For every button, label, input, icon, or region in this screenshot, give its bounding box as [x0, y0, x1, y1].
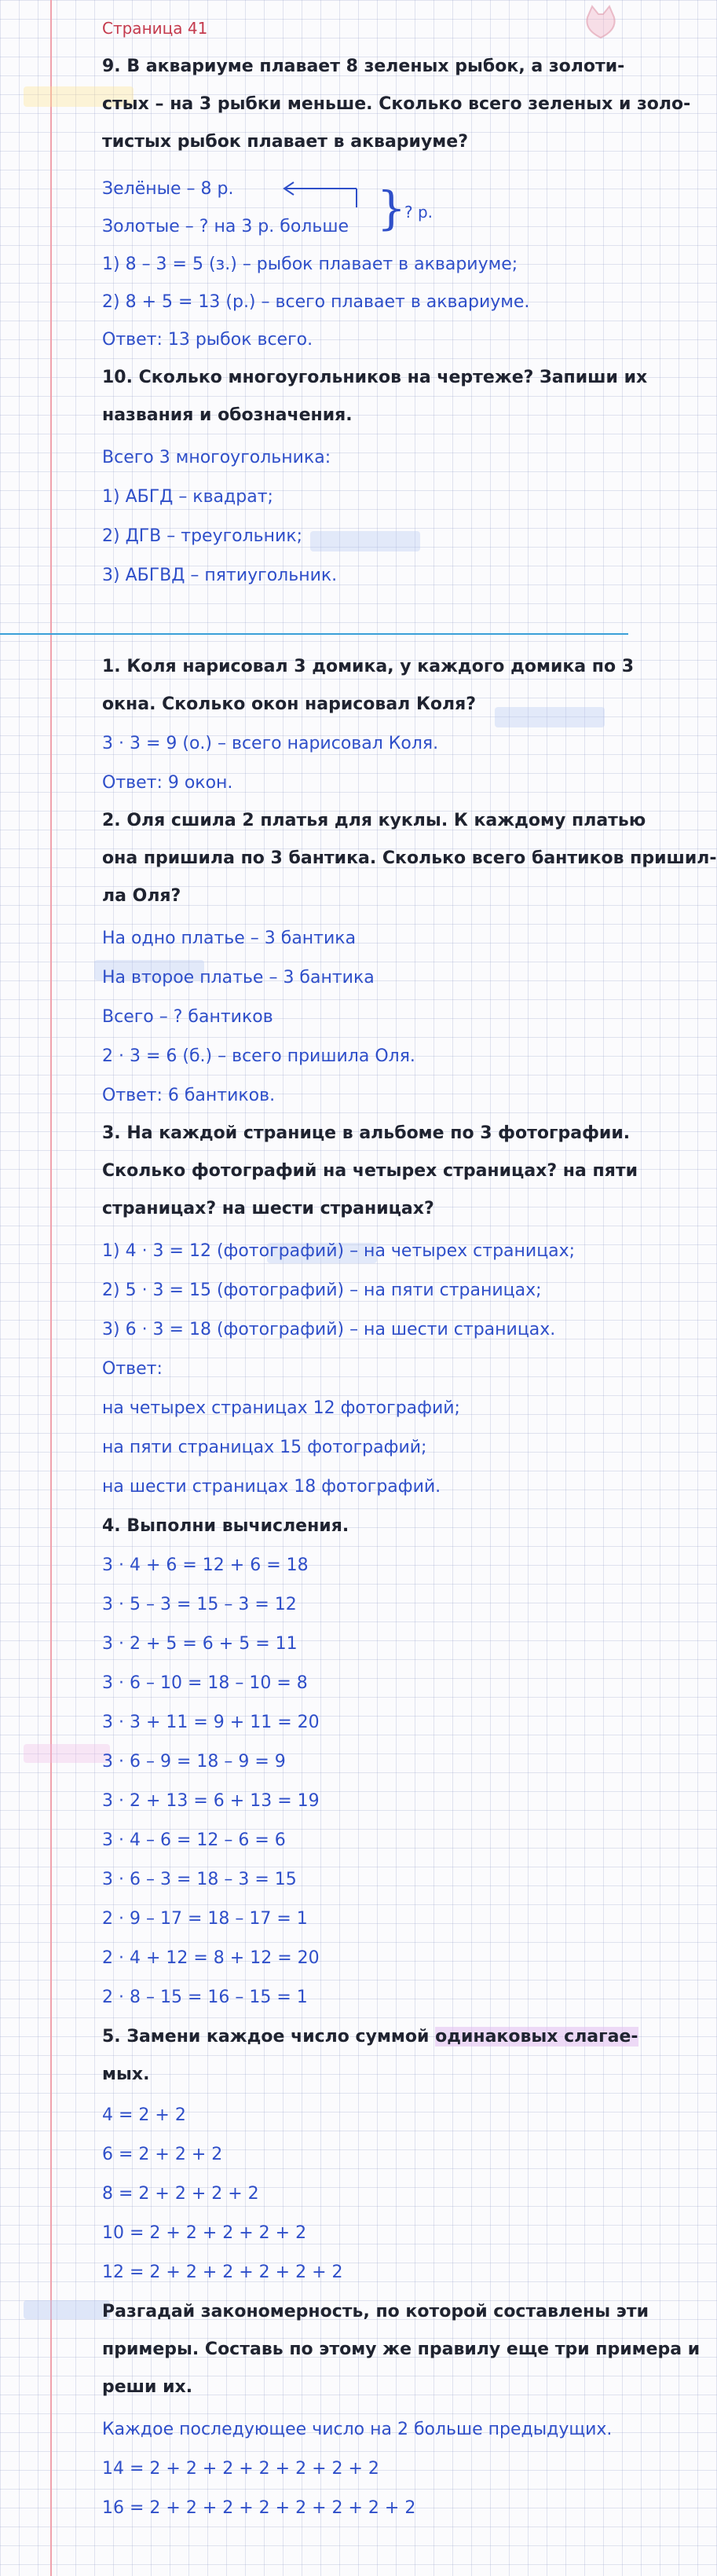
task1-solution: 3 · 3 = 9 (о.) – всего нарисовал Коля.	[102, 734, 439, 753]
task9-question-line: тистых рыбок плавает в аквариуме?	[102, 132, 468, 152]
task5-row: 8 = 2 + 2 + 2 + 2	[102, 2184, 259, 2204]
task10-item: 1) АБГД – квадрат;	[102, 487, 273, 507]
task4-row: 3 · 6 – 3 = 18 – 3 = 15	[102, 1870, 297, 1889]
task4-row: 3 · 4 + 6 = 12 + 6 = 18	[102, 1555, 309, 1575]
task3-answer: на четырех страницах 12 фотографий;	[102, 1398, 460, 1418]
task3-question-line: страницах? на шести страницах?	[102, 1199, 434, 1218]
task4-row: 3 · 5 – 3 = 15 – 3 = 12	[102, 1595, 297, 1614]
task5-row: 12 = 2 + 2 + 2 + 2 + 2 + 2	[102, 2263, 343, 2282]
section-divider	[0, 633, 628, 635]
task5-question-line: мых.	[102, 2065, 150, 2084]
task9-step: 1) 8 – 3 = 5 (з.) – рыбок плавает в аквариуме;	[102, 255, 518, 274]
task5-row: 10 = 2 + 2 + 2 + 2 + 2	[102, 2223, 307, 2243]
task2-short: На одно платье – 3 бантика	[102, 929, 357, 948]
task10-question-line: названия и обозначения.	[102, 405, 353, 425]
task2-solution: 2 · 3 = 6 (б.) – всего пришила Оля.	[102, 1046, 415, 1066]
task5-row: 4 = 2 + 2	[102, 2105, 186, 2125]
task4-row: 2 · 9 – 17 = 18 – 17 = 1	[102, 1909, 308, 1929]
task5-extra-line: примеры. Составь по этому же правилу еще три примера и	[102, 2340, 701, 2359]
task1-question-line: 1. Коля нарисовал 3 домика, у каждого домика по 3	[102, 657, 635, 676]
task2-short: Всего – ? бантиков	[102, 1007, 273, 1027]
task3-answer: на пяти страницах 15 фотографий;	[102, 1438, 427, 1457]
brace-icon: }	[377, 181, 406, 235]
task3-question-line: 3. На каждой странице в альбоме по 3 фотографии.	[102, 1123, 631, 1143]
task4-row: 3 · 6 – 9 = 18 – 9 = 9	[102, 1752, 286, 1772]
task9-question-line: 9. В аквариуме плавает 8 зеленых рыбок, а золоти-	[102, 57, 625, 76]
task2-question-line: ла Оля?	[102, 886, 181, 906]
task4-question: 4. Выполни вычисления.	[102, 1516, 349, 1536]
task2-short: На второе платье – 3 бантика	[102, 968, 375, 988]
task2-answer: Ответ: 6 бантиков.	[102, 1086, 276, 1105]
task5-extra-line: реши их.	[102, 2377, 193, 2397]
watermark	[24, 1744, 110, 1763]
task9-short-gold: Золотые – ? на 3 р. больше	[102, 217, 349, 236]
task9-question-line: стых – на 3 рыбки меньше. Сколько всего зеленых и золо-	[102, 94, 691, 114]
task1-answer: Ответ: 9 окон.	[102, 773, 233, 793]
task4-row: 2 · 8 – 15 = 16 – 15 = 1	[102, 1988, 308, 2007]
task4-row: 3 · 6 – 10 = 18 – 10 = 8	[102, 1673, 308, 1693]
task9-brace-label: ? р.	[404, 203, 433, 222]
task5-question-line	[102, 2027, 638, 2047]
task3-answer-label: Ответ:	[102, 1359, 163, 1379]
task3-step: 3) 6 · 3 = 18 (фотографий) – на шести страницах.	[102, 1320, 556, 1339]
task5-row: 6 = 2 + 2 + 2	[102, 2145, 223, 2164]
task5-rule: Каждое последующее число на 2 больше предыдущих.	[102, 2420, 613, 2439]
task10-item: 2) ДГВ – треугольник;	[102, 526, 303, 546]
task3-question-line: Сколько фотографий на четырех страницах? на пяти	[102, 1161, 638, 1181]
task9-step: 2) 8 + 5 = 13 (р.) – всего плавает в аквариуме.	[102, 292, 530, 312]
task5-extra-line: Разгадай закономерность, по которой составлены эти	[102, 2302, 649, 2321]
task4-row: 3 · 3 + 11 = 9 + 11 = 20	[102, 1713, 320, 1732]
task4-row: 2 · 4 + 12 = 8 + 12 = 20	[102, 1948, 320, 1968]
watermark	[24, 2300, 110, 2319]
page-title: Страница 41	[102, 19, 208, 38]
comparison-arrow-icon	[278, 179, 364, 211]
watermark	[495, 707, 605, 727]
notebook-margin-line	[50, 0, 52, 2576]
task3-step: 1) 4 · 3 = 12 (фотографий) – на четырех страницах;	[102, 1241, 576, 1261]
task5-question-text: 5. Замени каждое число суммой	[102, 2027, 436, 2047]
task5-new-row: 16 = 2 + 2 + 2 + 2 + 2 + 2 + 2 + 2	[102, 2498, 416, 2518]
task4-row: 3 · 4 – 6 = 12 – 6 = 6	[102, 1830, 286, 1850]
task2-question-line: она пришила по 3 бантика. Сколько всего бантиков пришил-	[102, 848, 717, 868]
task9-answer: Ответ: 13 рыбок всего.	[102, 330, 313, 350]
task9-short-green: Зелёные – 8 р.	[102, 179, 234, 199]
task4-row: 3 · 2 + 5 = 6 + 5 = 11	[102, 1634, 298, 1654]
task5-question-highlight: одинаковых слагае-	[435, 2027, 638, 2047]
task2-question-line: 2. Оля сшила 2 платья для куклы. К каждому платью	[102, 811, 646, 830]
cat-logo-icon	[581, 3, 620, 42]
watermark	[310, 531, 420, 551]
task10-item: 3) АБГВД – пятиугольник.	[102, 566, 338, 585]
task5-new-row: 14 = 2 + 2 + 2 + 2 + 2 + 2 + 2	[102, 2459, 379, 2479]
task10-question-line: 10. Сколько многоугольников на чертеже? Запиши их	[102, 368, 648, 387]
task1-question-line: окна. Сколько окон нарисовал Коля?	[102, 694, 477, 714]
task10-total: Всего 3 многоугольника:	[102, 448, 331, 467]
task3-answer: на шести страницах 18 фотографий.	[102, 1477, 441, 1497]
task3-step: 2) 5 · 3 = 15 (фотографий) – на пяти страницах;	[102, 1281, 542, 1300]
task4-row: 3 · 2 + 13 = 6 + 13 = 19	[102, 1791, 320, 1811]
